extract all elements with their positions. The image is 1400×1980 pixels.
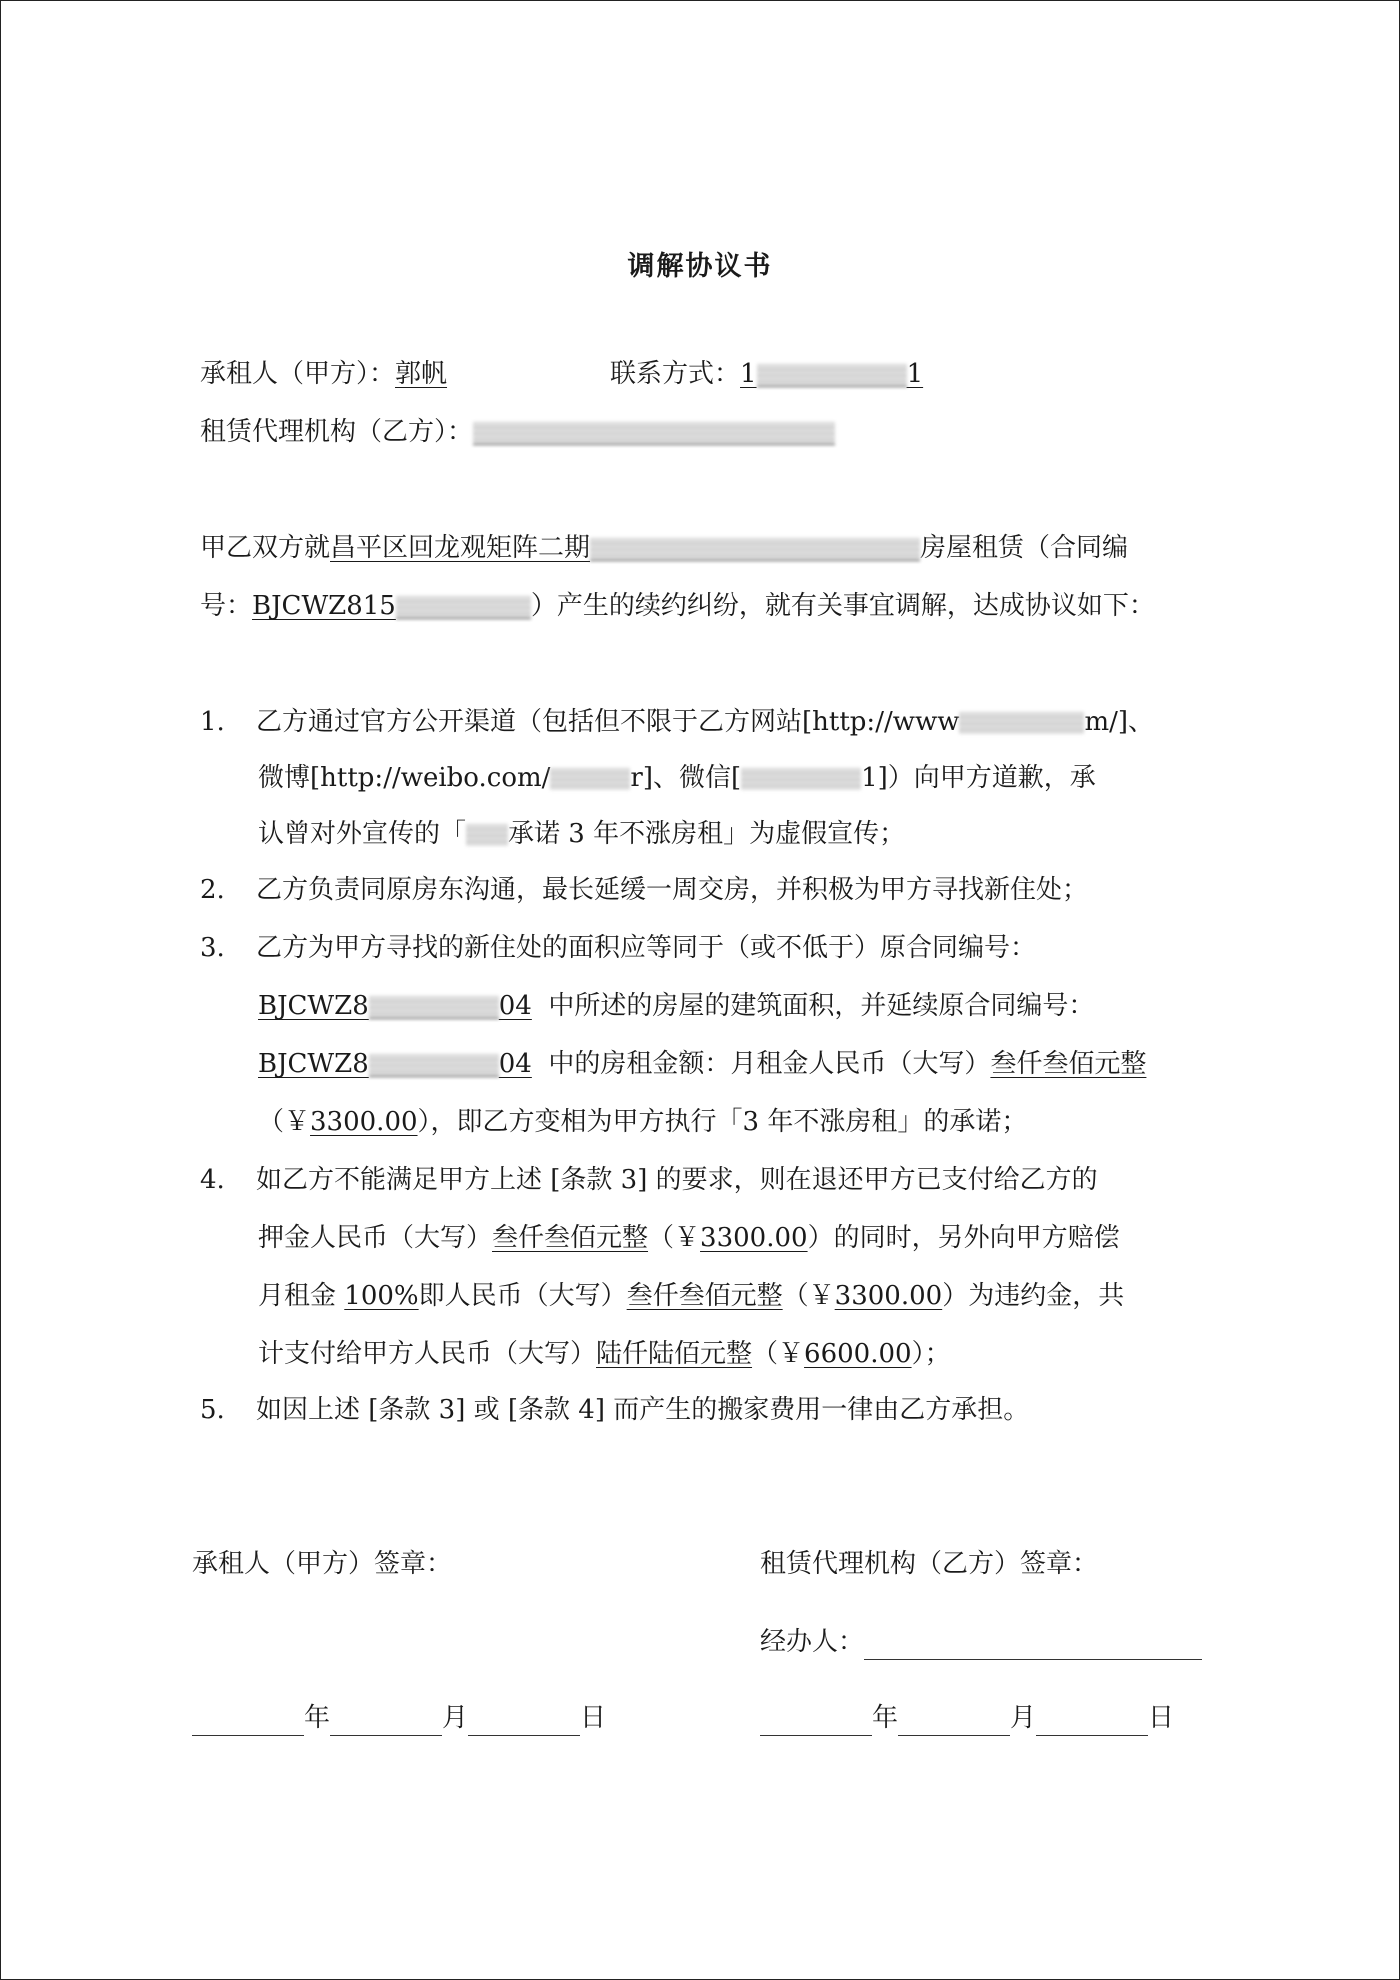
clause-3-line-3 — [258, 1046, 1146, 1082]
handler-line — [760, 1624, 1202, 1660]
clause-text: r]、微信[ — [630, 763, 742, 793]
redacted-website — [959, 712, 1084, 734]
year-label: 年 — [304, 1703, 331, 1733]
redacted-agency-name — [473, 422, 835, 445]
clause-number: 1. — [200, 707, 225, 737]
clause-text: 即人民币（大写） — [418, 1281, 627, 1311]
amount-words: 叁仟叁佰元整 — [626, 1281, 783, 1311]
year-label: 年 — [872, 1703, 899, 1733]
clause-text: 微博[http://weibo.com/ — [258, 763, 551, 793]
agency-day-field[interactable] — [1036, 1707, 1148, 1736]
clause-text: ）为违约金，共 — [942, 1281, 1125, 1311]
tenant-label: 承租人（甲方）： — [200, 359, 396, 389]
clause-text: 如因上述 [条款 3] 或 [条款 4] 而产生的搬家费用一律由乙方承担。 — [256, 1395, 1030, 1425]
clause-text: （￥ — [752, 1339, 805, 1369]
intro-text: 甲乙双方就 — [200, 533, 331, 563]
amount-words: 叁仟叁佰元整 — [990, 1049, 1147, 1079]
intro-text: ）产生的续约纠纷，就有关事宜调解，达成协议如下： — [530, 591, 1155, 621]
day-label: 日 — [580, 1703, 607, 1733]
contact-end: 1 — [906, 359, 924, 389]
month-label: 月 — [442, 1703, 469, 1733]
clause-text: 中所述的房屋的建筑面积，并延续原合同编号： — [548, 991, 1095, 1021]
contact-label: 联系方式： — [610, 359, 741, 389]
amount-words: 陆仟陆佰元整 — [596, 1339, 753, 1369]
contact-line — [610, 356, 923, 392]
amount-number: 3300.00 — [310, 1107, 418, 1137]
clause-number: 3. — [200, 933, 225, 963]
intro-line-1 — [200, 530, 1128, 566]
tenant-line — [200, 356, 447, 392]
clause-text: 乙方为甲方寻找的新住处的面积应等同于（或不低于）原合同编号： — [256, 933, 1037, 963]
contract-number: BJCWZ8 — [258, 991, 369, 1021]
clause-text: （￥ — [782, 1281, 835, 1311]
clause-number: 4. — [200, 1165, 225, 1195]
redacted-wechat — [741, 768, 861, 790]
clause-text: 1]）向甲方道歉，承 — [861, 763, 1096, 793]
clause-text: ），即乙方变相为甲方执行「3 年不涨房租」的承诺； — [417, 1107, 1028, 1137]
clause-text: 计支付给甲方人民币（大写） — [258, 1339, 597, 1369]
contact-start: 1 — [740, 359, 757, 389]
intro-text: 号： — [200, 591, 253, 621]
redacted-contract-number — [369, 1054, 499, 1077]
contract-number: BJCWZ815 — [252, 591, 396, 621]
intro-text: 房屋租赁（合同编 — [920, 533, 1129, 563]
agency-month-field[interactable] — [898, 1707, 1010, 1736]
clause-5 — [200, 1392, 1029, 1428]
redacted-phone — [757, 364, 907, 387]
handler-label: 经办人： — [760, 1627, 865, 1657]
clause-1-line-2 — [258, 760, 1096, 796]
clause-text: 认曾对外宣传的「 — [258, 819, 467, 849]
clause-1-line-3 — [258, 816, 905, 852]
redacted-address — [590, 538, 920, 561]
clause-4-line-3 — [258, 1278, 1124, 1314]
clause-text: 承诺 3 年不涨房租」为虚假宣传； — [508, 819, 906, 849]
clause-4-line-2 — [258, 1220, 1120, 1256]
intro-line-2 — [200, 588, 1155, 624]
clause-text: 乙方通过官方公开渠道（包括但不限于乙方网站[http://www — [256, 707, 960, 737]
tenant-signature-label: 承租人（甲方）签章： — [192, 1549, 453, 1579]
tenant-day-field[interactable] — [468, 1707, 580, 1736]
clause-text: 月租金 — [258, 1281, 337, 1311]
redacted-contract-number — [396, 596, 531, 619]
clause-text: 乙方负责同原房东沟通，最长延缓一周交房，并积极为甲方寻找新住处； — [256, 875, 1089, 905]
amount-number: 3300.00 — [700, 1223, 808, 1253]
clause-text: ）的同时，另外向甲方赔偿 — [807, 1223, 1120, 1253]
contract-number: BJCWZ8 — [258, 1049, 369, 1079]
tenant-year-field[interactable] — [192, 1707, 304, 1736]
clause-text: （￥ — [258, 1107, 311, 1137]
month-label: 月 — [1010, 1703, 1037, 1733]
clause-text: ）； — [911, 1339, 951, 1369]
redacted-brand — [466, 824, 508, 846]
handler-signature-field[interactable] — [864, 1631, 1202, 1660]
agency-line — [200, 414, 835, 450]
clause-number: 2. — [200, 875, 225, 905]
tenant-name: 郭帆 — [395, 359, 448, 389]
clause-text: （￥ — [648, 1223, 701, 1253]
clause-1-line-1 — [200, 704, 1154, 740]
clause-3-line-1 — [200, 930, 1036, 966]
clause-text: 如乙方不能满足甲方上述 [条款 3] 的要求，则在退还甲方已支付给乙方的 — [256, 1165, 1098, 1195]
agency-signature-label: 租赁代理机构（乙方）签章： — [760, 1549, 1099, 1579]
property-address: 昌平区回龙观矩阵二期 — [330, 533, 591, 563]
clause-4-line-1 — [200, 1162, 1098, 1198]
agency-year-field[interactable] — [760, 1707, 872, 1736]
clause-4-line-4 — [258, 1336, 951, 1372]
agency-label: 租赁代理机构（乙方）： — [200, 417, 474, 447]
percentage: 100% — [344, 1281, 419, 1311]
amount-words: 叁仟叁佰元整 — [492, 1223, 649, 1253]
redacted-weibo — [550, 768, 630, 790]
clause-3-line-2 — [258, 988, 1094, 1024]
agency-date-line — [760, 1700, 1174, 1736]
clause-3-line-4 — [258, 1104, 1027, 1140]
contract-number: 04 — [498, 991, 532, 1021]
clause-text: m/]、 — [1084, 707, 1155, 737]
amount-number: 6600.00 — [804, 1339, 912, 1369]
redacted-contract-number — [369, 996, 499, 1019]
contract-number: 04 — [498, 1049, 532, 1079]
clause-text: 押金人民币（大写） — [258, 1223, 493, 1253]
amount-number: 3300.00 — [834, 1281, 943, 1311]
clause-number: 5. — [200, 1395, 225, 1425]
tenant-date-line — [192, 1700, 606, 1736]
clause-text: 中的房租金额：月租金人民币（大写） — [548, 1049, 991, 1079]
document-title: 调解协议书 — [627, 251, 773, 282]
day-label: 日 — [1148, 1703, 1175, 1733]
tenant-month-field[interactable] — [330, 1707, 442, 1736]
clause-2 — [200, 872, 1088, 908]
